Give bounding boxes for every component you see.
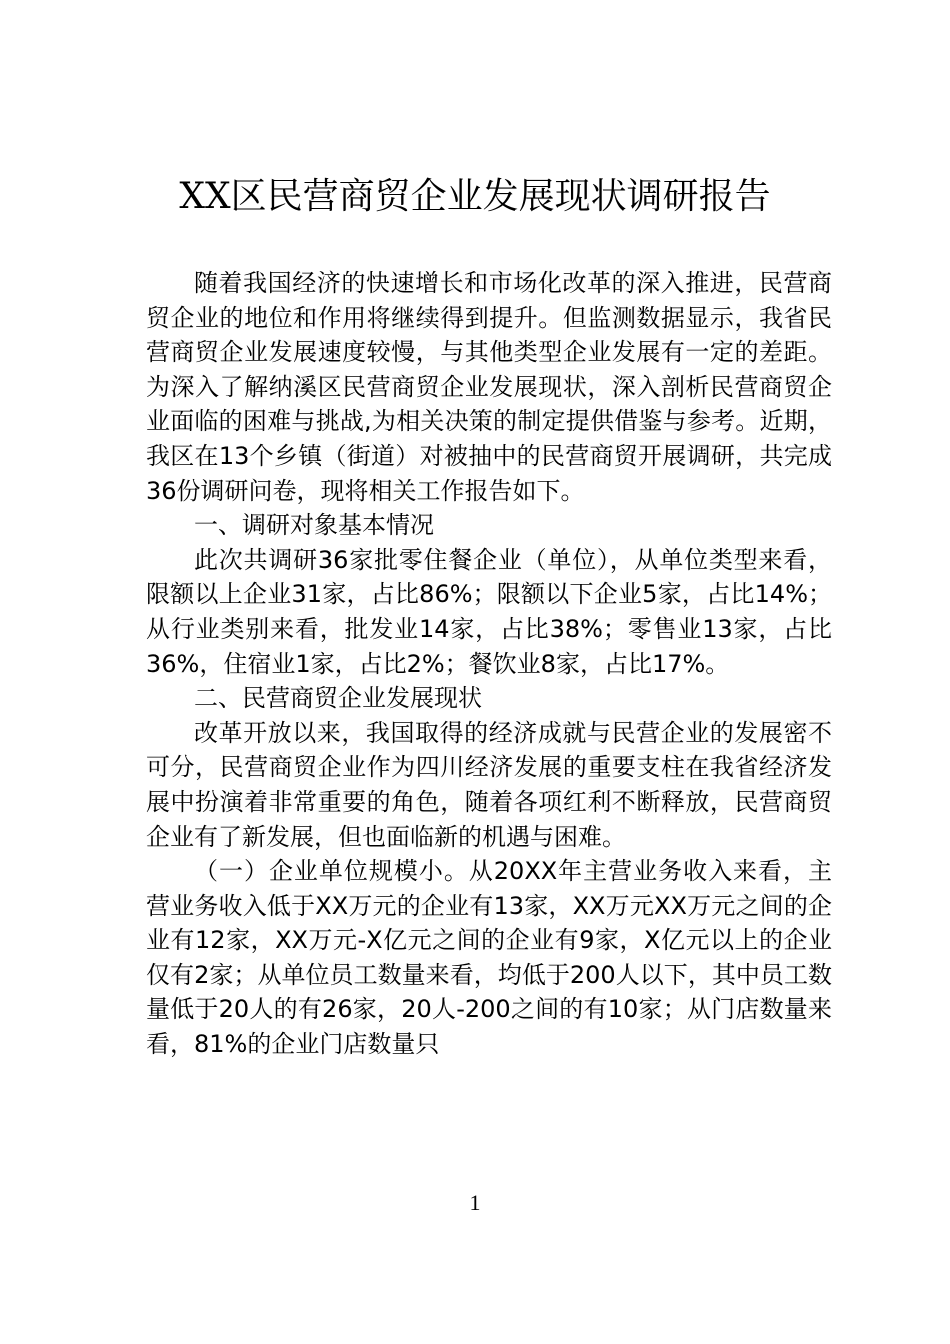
section-heading-2: 二、民营商贸企业发展现状 [194,684,482,713]
paragraph-development-status: 改革开放以来，我国取得的经济成就与民营企业的发展密不可分，民营商贸企业作为四川经济发展的重要支柱在我省经济发展中扮演着非常重要的角色，随着各项红利不断释放，民营商贸企业有了新发展，但也面临新的机遇与困难。 [146,718,832,851]
paragraph-intro: 随着我国经济的快速增长和市场化改革的深入推进，民营商贸企业的地位和作用将继续得到提升。但监测数据显示，我省民营商贸企业发展速度较慢，与其他类型企业发展有一定的差距。为深入了解纳溪区民营商贸企业发展现状，深入剖析民营商贸企业面临的困难与挑战,为相关决策的制定提供借鉴与参考。近期，我区在13个乡镇（街道）对被抽中的民营商贸开展调研，共完成36份调研问卷，现将相关工作报告如下。 [146,269,832,505]
section-heading-1: 一、调研对象基本情况 [194,511,434,540]
paragraph-survey-subjects: 此次共调研36家批零住餐企业（单位），从单位类型来看，限额以上企业31家，占比86%；限额以下企业5家，占比14%；从行业类别来看，批发业14家，占比38%；零售业13家，占比36%，住宿业1家，占比2%；餐饮业8家，占比17%。 [146,545,832,678]
page-number: 1 [469,1190,481,1215]
document-body [146,266,832,1062]
paragraph-scale: （一）企业单位规模小。从20XX年主营业务收入来看，主营业务收入低于XX万元的企业有13家，XX万元XX万元之间的企业有12家，XX万元-X亿元之间的企业有9家，X亿元以上的企业仅有2家；从单位员工数量来看，均低于200人以下，其中员工数量低于20人的有26家，20人-200之间的有10家；从门店数量来看，81%的企业门店数量只 [146,857,832,1059]
document-title: XX区民营商贸企业发展现状调研报告 [179,176,771,217]
